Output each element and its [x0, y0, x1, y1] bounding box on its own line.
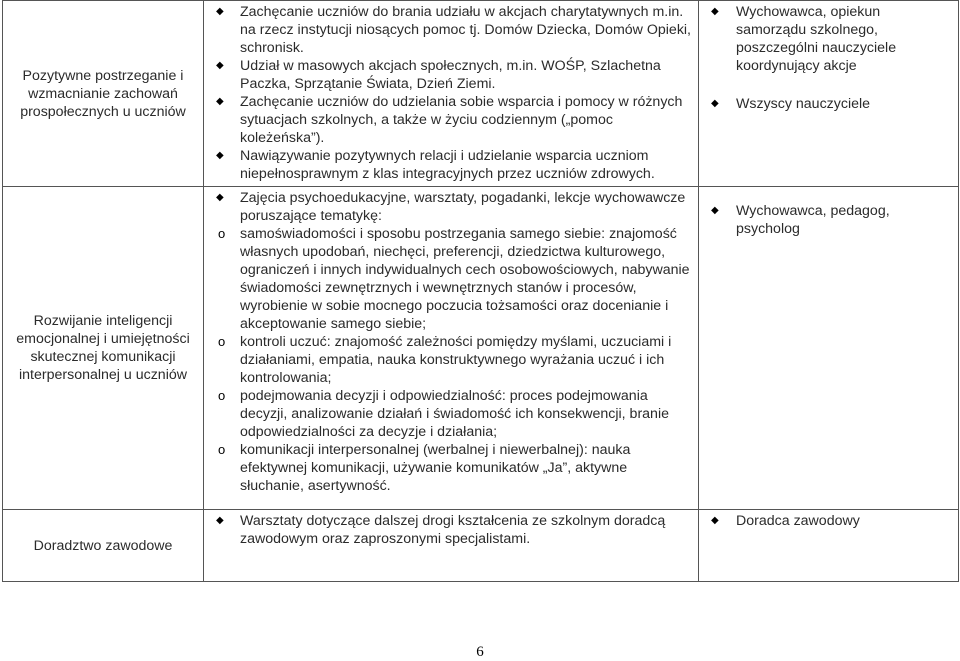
activities-cell — [204, 1, 699, 187]
activity-intro: Zajęcia psychoedukacyjne, warsztaty, pogadanki, lekcje wychowawcze poruszające tematykę: — [240, 190, 686, 224]
responsible-cell — [699, 510, 959, 582]
activity-list — [204, 187, 698, 496]
responsible-list — [699, 200, 958, 239]
subitem: o samoświadomości i sposobu postrzegania samego siebie: znajomość własnych upodobań, niechęci, preferencji, dziedzictwa kulturowego, ograniczeń i innych indywidualnych cech osobowościowych, nabywanie świadomości zewnętrznych i wewnętrznych stanów i procesów, wyrobienie w sobie mocnego poczucia tożsamości oraz docenianie i akceptowanie samego siebie; — [240, 225, 694, 333]
program-table — [2, 0, 959, 582]
activity-item: ◆ Udział w masowych akcjach społecznych, m.in. WOŚP, Szlachetna Paczka, Sprzątanie Świata, Dzień Ziemi. — [204, 57, 694, 93]
responsible-cell — [699, 1, 959, 187]
subitem: o podejmowania decyzji i odpowiedzialność: proces podejmowania decyzji, analizowanie działań i świadomość ich konsekwencji, branie odpowiedzialności za decyzje i działania; — [240, 387, 694, 441]
activity-list — [204, 510, 698, 549]
table-row — [3, 1, 959, 187]
activity-item: ◆ Warsztaty dotyczące dalszej drogi kształcenia ze szkolnym doradcą zawodowym oraz zaproszonymi specjalistami. — [204, 512, 694, 548]
activity-item: ◆ Zachęcanie uczniów do brania udziału w akcjach charytatywnych m.in. na rzecz instytucji niosących pomoc tj. Domów Dziecka, Domów Opieki, schronisk. — [204, 3, 694, 57]
table-row — [3, 510, 959, 582]
responsible-list — [699, 1, 958, 114]
responsible-list — [699, 510, 958, 531]
activity-item: ◆ Zachęcanie uczniów do udzielania sobie wsparcia i pomocy w różnych sytuacjach szkolnych, a także w życiu codziennym („pomoc koleżeńska”). — [204, 93, 694, 147]
area-cell — [3, 510, 204, 582]
area-text: Pozytywne postrzeganie i wzmacnianie zachowań prospołecznych u uczniów — [20, 67, 186, 120]
table-row — [3, 187, 959, 510]
area-cell — [3, 1, 204, 187]
area-text: Rozwijanie inteligencji emocjonalnej i umiejętności skutecznej komunikacji interpersonalnej u uczniów — [16, 313, 190, 383]
responsible-cell — [699, 187, 959, 510]
activities-cell — [204, 187, 699, 510]
responsible-item: ◆ Doradca zawodowy — [699, 512, 952, 530]
area-text: Doradztwo zawodowe — [33, 537, 173, 554]
responsible-item: ◆ Wszyscy nauczyciele — [699, 95, 952, 113]
subitem: o kontroli uczuć: znajomość zależności pomiędzy myślami, uczuciami i działaniami, empatia, nauka konstruktywnego wyrażania uczuć i ich kontrolowania; — [240, 333, 694, 387]
subitem: o komunikacji interpersonalnej (werbalnej i niewerbalnej): nauka efektywnej komunikacji, używanie komunikatów „Ja”, aktywne słuchanie, asertywność. — [240, 441, 694, 495]
responsible-item: ◆ Wychowawca, opiekun samorządu szkolnego, poszczególni nauczyciele koordynujący akcje — [699, 3, 952, 75]
activity-list — [204, 1, 698, 184]
responsible-item: ◆ Wychowawca, pedagog, psycholog — [699, 202, 952, 238]
page-number: 6 — [476, 644, 484, 660]
subitem-list — [240, 225, 694, 495]
area-cell — [3, 187, 204, 510]
activities-cell — [204, 510, 699, 582]
activity-item: ◆ Nawiązywanie pozytywnych relacji i udzielanie wsparcia uczniom niepełnosprawnym z klas integracyjnych przez uczniów zdrowych. — [204, 147, 694, 183]
activity-item — [204, 189, 694, 495]
